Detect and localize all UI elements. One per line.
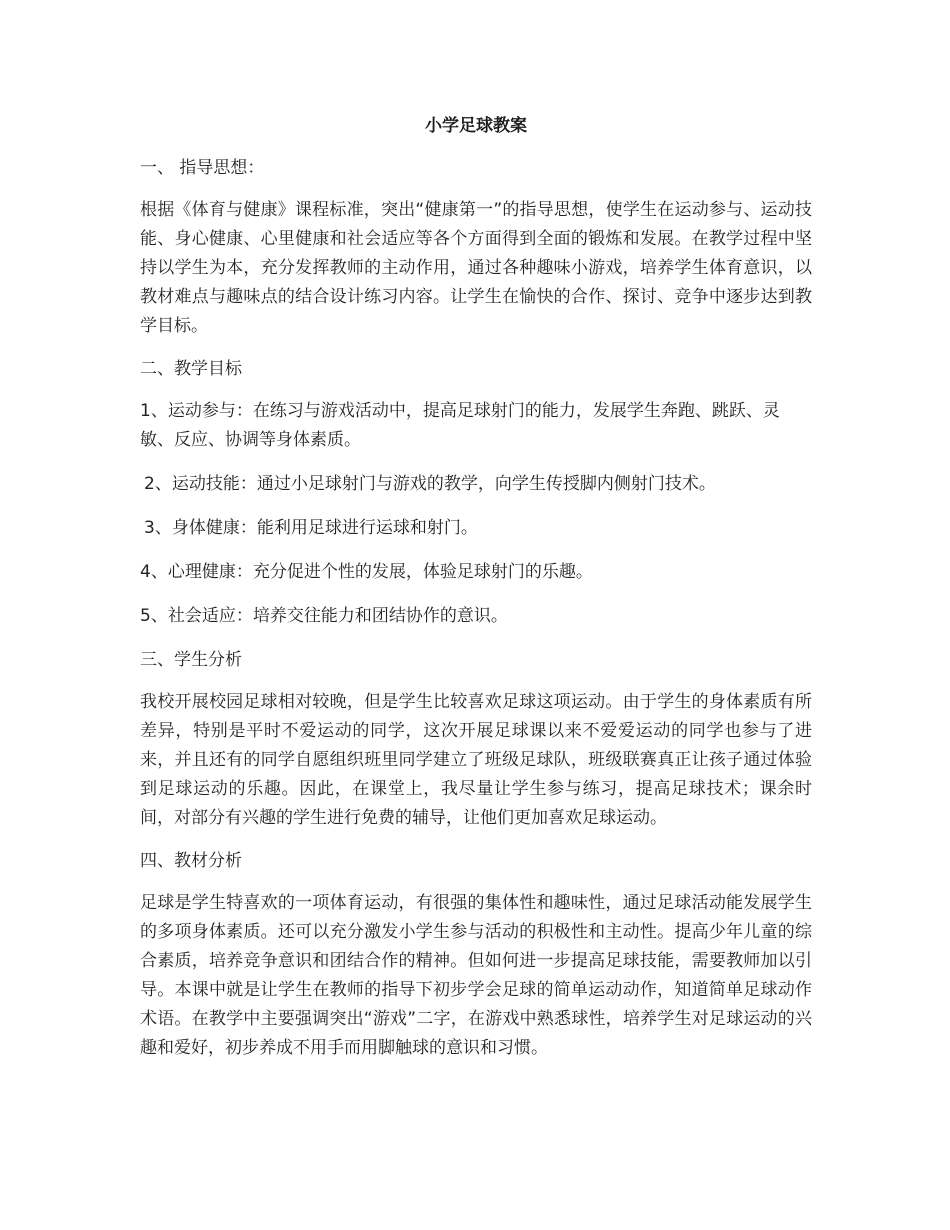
goal-item-participation: 1、运动参与：在练习与游戏活动中，提高足球射门的能力，发展学生奔跑、跳跃、灵敏、反应、协调等身体素质。 xyxy=(140,401,780,450)
section-body-student-analysis: 我校开展校园足球相对较晚，但是学生比较喜欢足球这项运动。由于学生的身体素质有所差异，特别是平时不爱运动的同学，这次开展足球课以来不爱爱运动的同学也参与了进来，并且还有的同学自愿组织班里同学建立了班级足球队，班级联赛真正让孩子通过体验到足球运动的乐趣。因此，在课堂上，我尽量让学生参与练习，提高足球技术；课余时间，对部分有兴趣的学生进行免费的辅导，让他们更加喜欢足球运动。 xyxy=(140,692,812,828)
goal-item-skills: 2、运动技能：通过小足球射门与游戏的教学，向学生传授脚内侧射门技术。 xyxy=(144,474,716,494)
section-body-guiding-thought: 根据《体育与健康》课程标准，突出“健康第一”的指导思想，使学生在运动参与、运动技能、身心健康、心里健康和社会适应等各个方面得到全面的锻炼和发展。在教学过程中坚持以学生为本，充分发挥教师的主动作用，通过各种趣味小游戏，培养学生体育意识，以教材难点与趣味点的结合设计练习内容。让学生在愉快的合作、探讨、竞争中逐步达到教学目标。 xyxy=(140,200,812,336)
section-body-material-analysis: 足球是学生特喜欢的一项体育运动，有很强的集体性和趣味性，通过足球活动能发展学生的多项身体素质。还可以充分激发小学生参与活动的积极性和主动性。提高少年儿童的综合素质，培养竞争意识和团结合作的精神。但如何进一步提高足球技能，需要教师加以引导。本课中就是让学生在教师的指导下初步学会足球的简单运动动作，知道简单足球动作术语。在教学中主要强调突出“游戏”二字，在游戏中熟悉球性，培养学生对足球运动的兴趣和爱好，初步养成不用手而用脚触球的意识和习惯。 xyxy=(140,893,812,1058)
section-heading-teaching-goals: 二、教学目标 xyxy=(140,359,242,379)
goal-item-social-adaptation: 5、社会适应：培养交往能力和团结协作的意识。 xyxy=(140,606,508,626)
goal-item-mental-health: 4、心理健康：充分促进个性的发展，体验足球射门的乐趣。 xyxy=(140,562,593,582)
document-title: 小学足球教案 xyxy=(425,116,527,136)
section-heading-material-analysis: 四、教材分析 xyxy=(140,851,242,871)
goal-item-physical-health: 3、身体健康：能利用足球进行运球和射门。 xyxy=(144,518,478,538)
section-heading-student-analysis: 三、学生分析 xyxy=(140,650,242,670)
document-page xyxy=(140,112,812,1077)
section-heading-guiding-thought: 一、 指导思想： xyxy=(140,158,265,178)
